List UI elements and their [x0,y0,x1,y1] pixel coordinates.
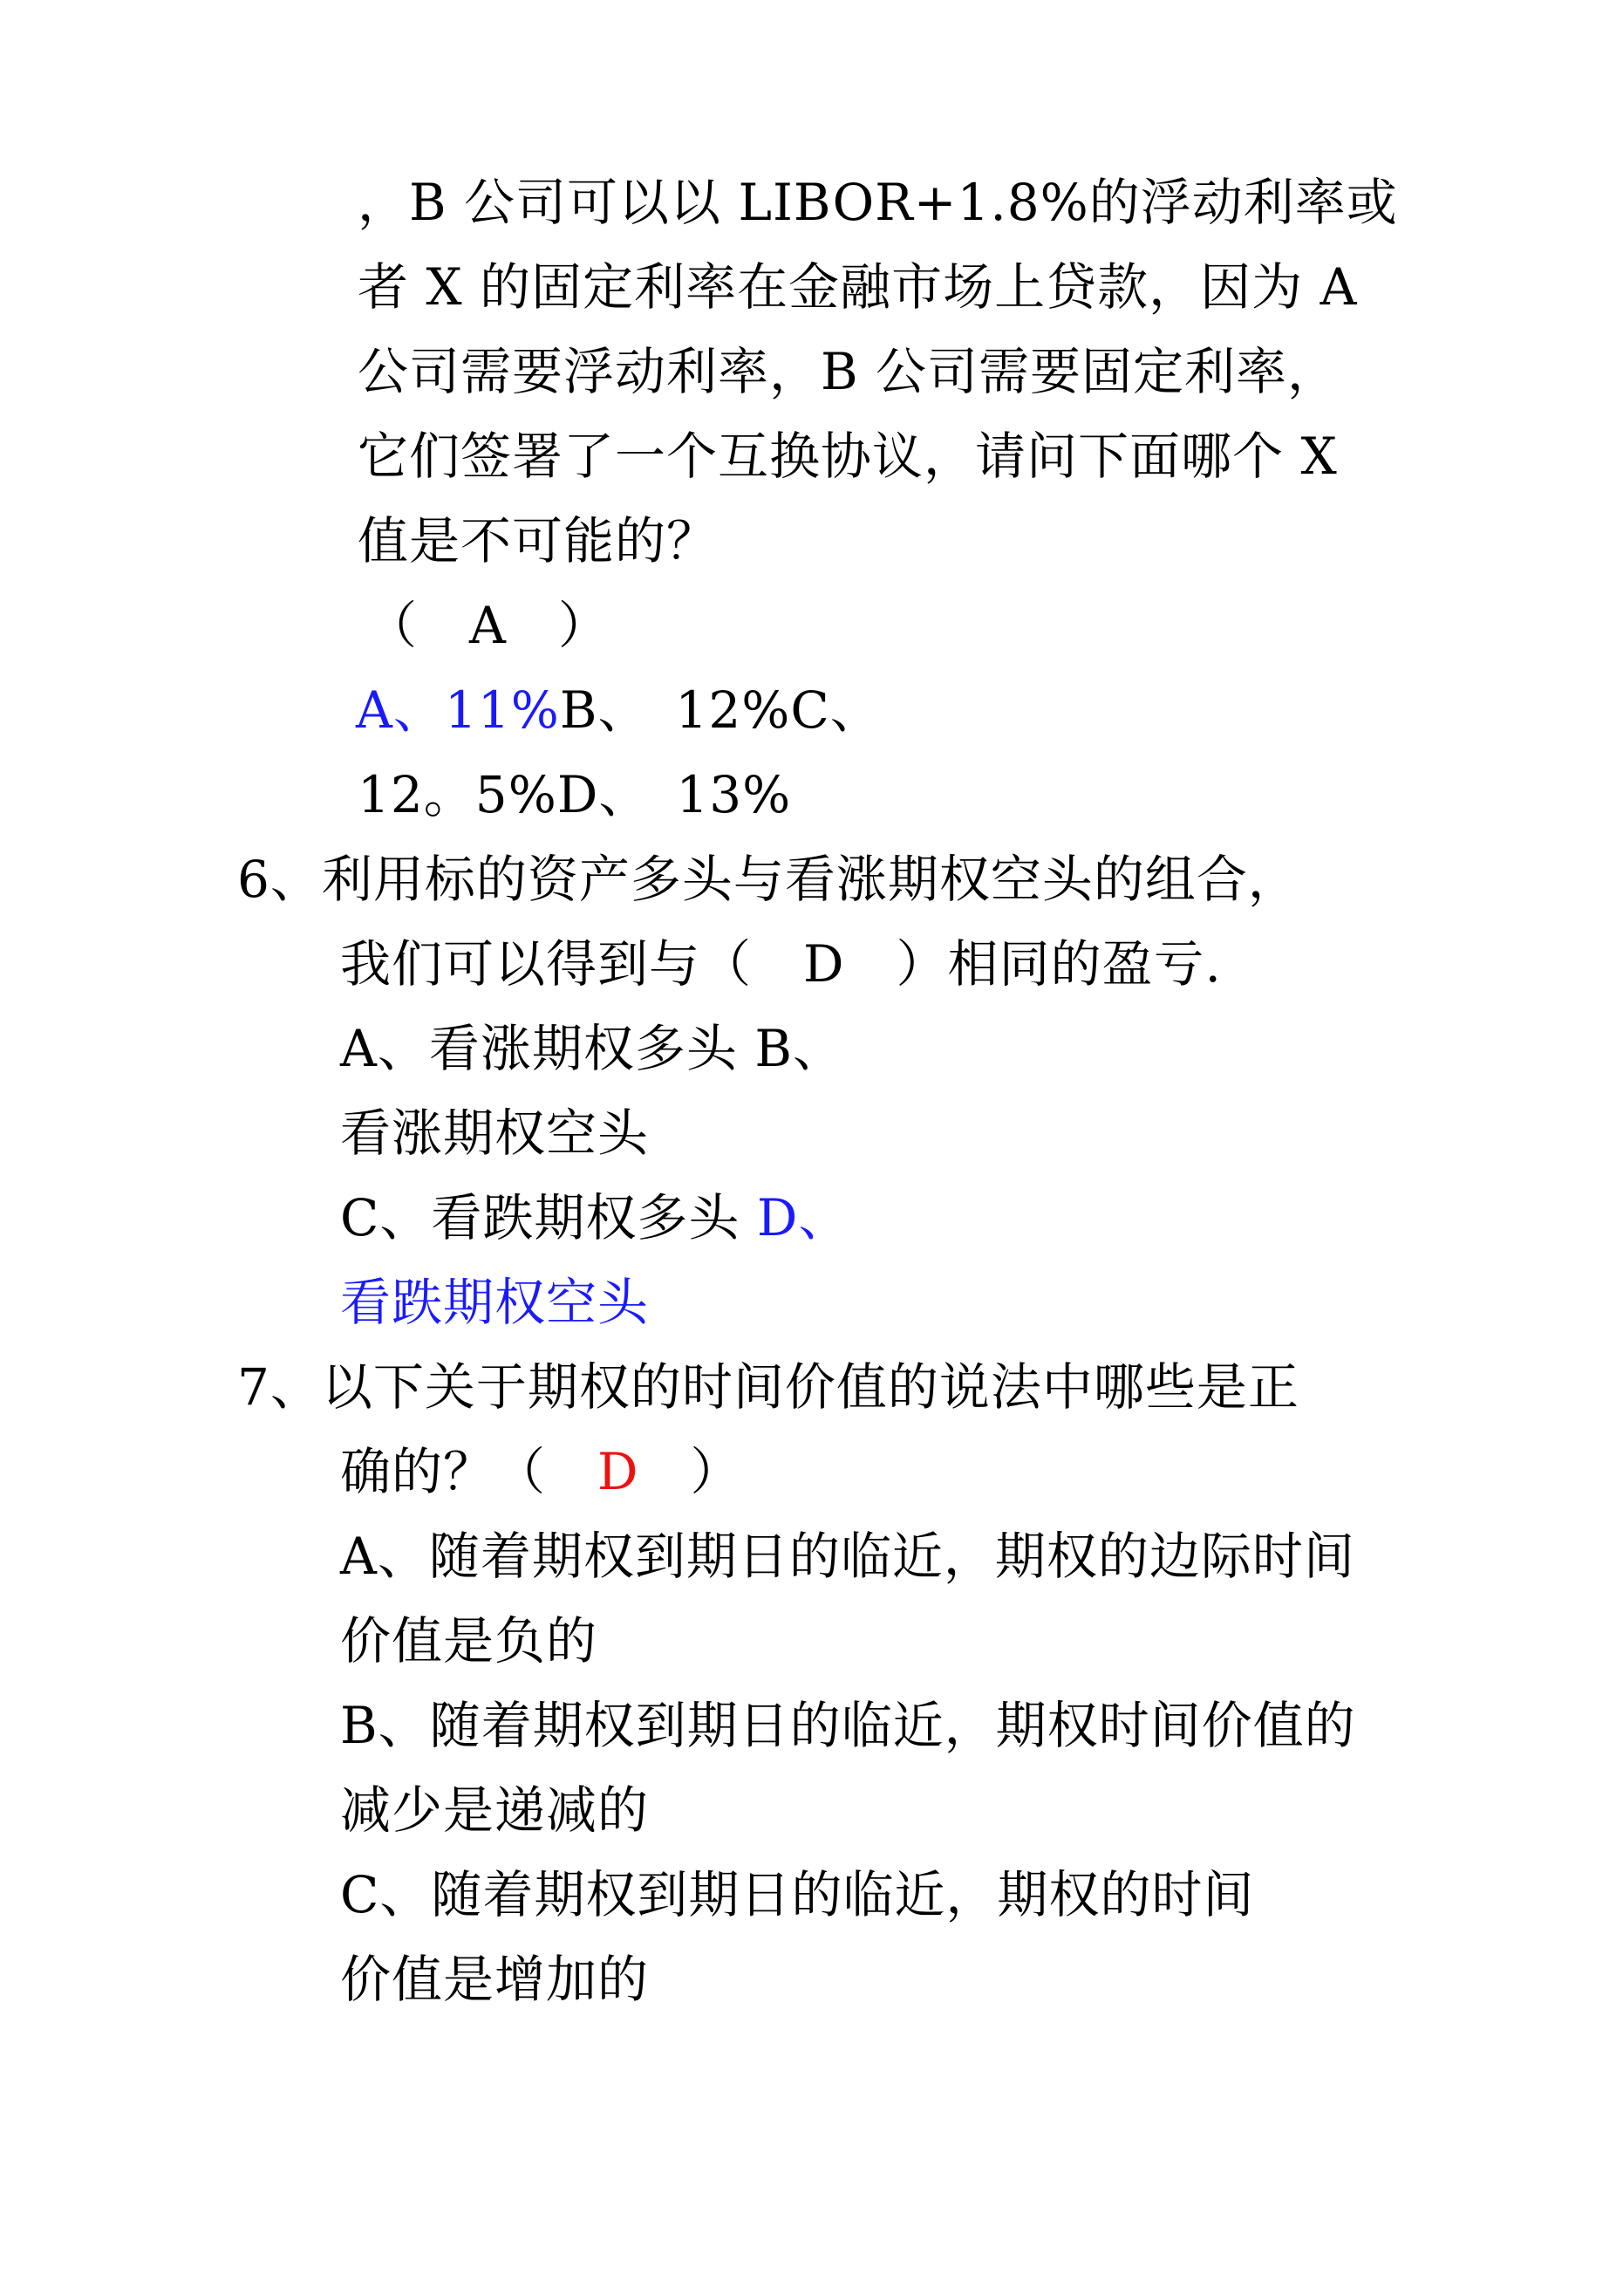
q6-stem-line-2 [340,933,1222,994]
q6-option-c: C、看跌期权多头 [340,1188,757,1247]
q6-option-d-correct: D、 [756,1188,850,1247]
q7-stem-line-1: 7、以下关于期权的时间价值的说法中哪些是正 [237,1357,1299,1417]
q6-option-d-text: 看跌期权空头 [340,1273,650,1332]
q7-option-a-line-1: A、随着期权到期日的临近，期权的边际时间 [340,1527,1355,1586]
q6-option-b: B、 [754,1019,844,1078]
q6-stem-line-1: 6、利用标的资产多头与看涨期权空头的组合， [237,850,1299,909]
q5-options-row-1 [356,680,882,741]
q6-answer: D [803,934,845,994]
q5-stem-line-2: 者 X 的固定利率在金融市场上贷款，因为 A [358,257,1358,317]
q6-stem-pre: 我们可以得到与（ [340,934,804,994]
q5-option-b: B、 12% [559,680,791,740]
q5-option-d: D、 13% [556,765,792,824]
q6-option-b-text: 看涨期权空头 [340,1104,650,1163]
q7-option-b-line-2: 减少是递减的 [340,1780,650,1840]
q5-option-c-value: 12。5% [358,765,557,824]
q7-option-a-line-2: 价值是负的 [340,1611,598,1671]
q7-stem-pre: 确的？（ [340,1442,598,1501]
q5-stem-line-1: ，B 公司可以以 LIBOR+1.8%的浮动利率或 [358,173,1398,232]
q5-options-row-2 [358,764,791,825]
q7-answer: D [597,1442,639,1501]
q7-option-c-line-1: C、随着期权到期日的临近，期权的时间 [340,1865,1255,1924]
q5-option-c: C、 [790,680,882,740]
q7-stem-post: ） [638,1442,742,1501]
q5-answer: （ A ） [366,596,610,655]
q7-stem-line-2 [340,1441,742,1502]
q6-options-row-1 [340,1018,844,1079]
q7-option-c-line-2: 价值是增加的 [340,1950,650,2009]
q5-stem-line-4: 它们签署了一个互换协议，请问下面哪个 X [358,427,1338,486]
q6-option-a: A、看涨期权多头 [340,1019,755,1078]
q5-stem-line-5: 值是不可能的？ [358,511,719,571]
q7-option-b-line-1: B、随着期权到期日的临近，期权时间价值的 [340,1696,1356,1755]
q5-option-a-correct: A、11% [356,680,560,740]
q6-options-row-2 [340,1187,849,1248]
q6-stem-post: ）相同的盈亏. [844,934,1222,994]
q5-stem-line-3: 公司需要浮动利率，B 公司需要固定利率， [358,342,1340,401]
